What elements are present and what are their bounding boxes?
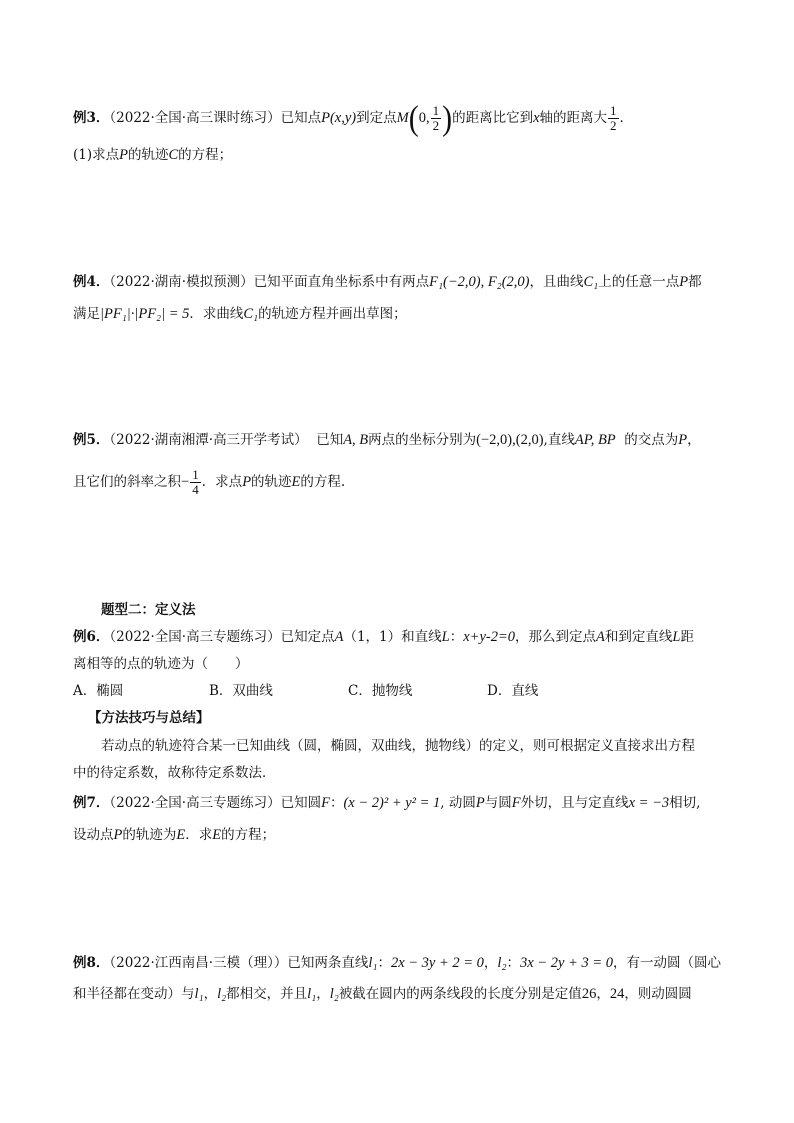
q-var: P: [119, 147, 128, 163]
ex7-var: P: [475, 795, 485, 811]
frac-den: 2: [432, 118, 440, 133]
ex3-point-p: P(x,y): [321, 110, 357, 126]
ex4-source: （2022·湖南·模拟预测）: [109, 274, 254, 290]
ex8-label: 例8．: [73, 955, 110, 971]
ex3-source: （2022·全国·高三课时练习）: [109, 110, 281, 126]
ex4-label: 例4．: [73, 274, 110, 290]
ex5-text: 且它们的斜率之积: [73, 474, 181, 490]
ex8-var: l₁: [194, 986, 204, 1002]
ex5-text: 的交点为: [624, 432, 679, 448]
section-title: 题型二：定义法: [101, 602, 196, 618]
ex5-label: 例5．: [73, 432, 110, 448]
ex5-lines: AP, BP: [574, 432, 616, 448]
ex6-equation: x+y-2=0: [463, 629, 516, 645]
ex5-var: P: [242, 474, 252, 490]
ex4-condition: |PF₁|·|PF₂| = 5: [100, 306, 190, 322]
ex7-text: 与圆: [484, 795, 512, 811]
ex5-points: A, B: [343, 432, 369, 448]
ex5-source: （2022·湖南湘潭·高三开学考试）: [109, 432, 308, 448]
ex6-source: （2022·全国·高三专题练习）: [109, 629, 281, 645]
method-text: 中的待定系数，故称待定系数法．: [73, 765, 276, 781]
method-heading: [88, 708, 210, 728]
ex4-line2: [73, 304, 407, 324]
ex8-line2: [73, 984, 692, 1004]
ex8-text: 和半径都在变动）与: [73, 986, 195, 1002]
ex8-text: ，: [596, 986, 610, 1002]
ex5-line2: [73, 468, 345, 497]
ex6-text: 距: [680, 629, 694, 645]
frac-den: 4: [192, 482, 199, 497]
paren-right: ): [442, 98, 453, 137]
ex8-equation: 2x − 3y + 2 = 0: [390, 955, 484, 971]
ex8-var: l₂: [217, 986, 227, 1002]
ex4-curve: C₁: [583, 274, 599, 290]
choice-d[interactable]: [487, 681, 538, 701]
ex6-var: L: [441, 629, 450, 645]
ex5-text: 的轨迹: [251, 474, 292, 490]
ex6-var: A: [596, 629, 605, 645]
ex6-text: 离相等的点的轨迹为（ ）: [73, 656, 249, 672]
frac-num: 1: [432, 103, 440, 118]
ex7-var: E: [176, 827, 186, 843]
ex3-fraction: [431, 104, 442, 133]
ex7-line1: [73, 793, 700, 813]
ex8-value: 24: [609, 986, 625, 1002]
ex8-text: ，则动圆圆: [624, 986, 692, 1002]
ex8-text: 被截在圆内的两条线段的长度分别是定值: [338, 986, 582, 1002]
ex3-question-1: [73, 145, 232, 165]
q-text: (1)求点: [73, 147, 120, 163]
ex5-text: ，: [687, 432, 701, 448]
section-heading: [101, 600, 196, 620]
ex7-var: F: [511, 795, 521, 811]
ex5-minus: −: [181, 474, 190, 490]
ex4-text: 上的任意一点: [598, 274, 680, 290]
ex7-var: E: [212, 827, 222, 843]
ex5-coords: (−2,0),(2,0): [476, 432, 544, 448]
q-text: 的方程；: [178, 147, 233, 163]
ex7-label: 例7．: [73, 795, 110, 811]
ex7-text: ：: [329, 795, 344, 811]
ex4-curve: C₁: [243, 306, 259, 322]
ex3-text: 的距离比它到: [452, 110, 534, 126]
ex5-var: P: [678, 432, 688, 448]
ex7-text: 的方程；: [221, 827, 276, 843]
ex4-text: ．求曲线: [189, 306, 244, 322]
ex3-line1: [73, 98, 634, 137]
ex6-text: ，那么到定点: [515, 629, 597, 645]
ex4-text: 的轨迹方程并画出草图；: [258, 306, 407, 322]
choice-label: C．抛物线: [348, 683, 413, 699]
ex6-var: A: [334, 629, 344, 645]
ex3-text: 到定点: [356, 110, 397, 126]
ex4-text: 已知平面直角坐标系中有两点: [253, 274, 430, 290]
ex6-line1: [73, 627, 694, 647]
frac-den: 2: [610, 118, 617, 133]
choice-c[interactable]: [348, 681, 412, 701]
ex8-text: ：: [377, 955, 391, 971]
ex5-var: E: [291, 474, 301, 490]
ex5-text: 的方程.: [300, 474, 346, 490]
choice-label: B．双曲线: [209, 683, 273, 699]
ex4-line1: [73, 272, 702, 292]
ex7-var: F: [321, 795, 330, 811]
choice-label: A．椭圆: [73, 683, 124, 699]
ex3-m-coord: 0,: [418, 110, 430, 126]
ex7-text: 相切,: [669, 795, 701, 811]
ex4-text: 都: [688, 274, 702, 290]
ex5-text: ．求点: [201, 474, 243, 490]
ex3-point-m: M: [396, 110, 409, 126]
ex3-label: 例3．: [73, 110, 110, 126]
ex7-text: 已知圆: [280, 795, 322, 811]
choice-b[interactable]: [209, 681, 273, 701]
ex8-text: ，有一动圆（圆心: [612, 955, 721, 971]
ex7-line-eq: x = −3: [628, 795, 670, 811]
method-text: 若动点的轨迹符合某一已知曲线（圆，椭圆，双曲线，抛物线）的定义，则可根据定义直接求出方程: [101, 738, 695, 754]
ex3-end: ．: [619, 110, 634, 126]
method-title: 【方法技巧与总结】: [88, 710, 210, 726]
q-var: C: [168, 147, 179, 163]
ex8-line1: [73, 953, 721, 973]
ex8-text: ：: [506, 955, 520, 971]
ex7-text: ．求: [185, 827, 213, 843]
ex6-text: （1，1）和直线: [343, 629, 442, 645]
ex8-source: （2022·江西南昌·三模（理））: [109, 955, 288, 971]
ex4-text: ，且曲线: [529, 274, 584, 290]
ex5-text: 两点的坐标分别为: [368, 432, 477, 448]
ex6-text: 和到定直线: [604, 629, 673, 645]
ex7-equation: (x − 2)² + y² = 1: [343, 795, 441, 811]
frac-num: 1: [610, 103, 617, 118]
method-line2: [73, 763, 276, 783]
ex7-var: P: [113, 827, 123, 843]
ex7-text: 设动点: [73, 827, 114, 843]
ex8-var: l₂: [497, 955, 507, 971]
ex6-line2: [73, 654, 249, 674]
ex4-var: P: [679, 274, 689, 290]
ex8-var: l₁: [307, 986, 317, 1002]
ex8-text: 已知两条直线: [287, 955, 369, 971]
ex5-fraction: [190, 468, 201, 497]
ex4-points: F₁(−2,0), F₂(2,0): [429, 274, 530, 290]
ex8-text: ，: [483, 955, 498, 971]
ex7-line2: [73, 825, 275, 845]
choice-label: D．直线: [487, 683, 539, 699]
choice-a[interactable]: [73, 681, 123, 701]
ex3-text: 轴的距离大: [539, 110, 608, 126]
ex8-text: 都相交，并且: [226, 986, 308, 1002]
q-text: 的轨迹: [127, 147, 169, 163]
ex6-text: ：: [449, 629, 464, 645]
ex3-fraction-2: [608, 104, 619, 133]
ex7-text: 的轨迹为: [122, 827, 177, 843]
paren-left: (: [408, 98, 419, 137]
ex6-text: 已知定点: [280, 629, 335, 645]
ex4-text: 满足: [73, 306, 100, 322]
ex7-source: （2022·全国·高三专题练习）: [109, 795, 281, 811]
ex8-value: 26: [581, 986, 597, 1002]
ex5-text: ,直线: [543, 432, 575, 448]
ex5-text: 已知: [316, 432, 344, 448]
ex3-var-x: x: [533, 110, 540, 126]
ex8-equation: 3x − 2y + 3 = 0: [520, 955, 613, 971]
ex5-line1: [73, 430, 701, 450]
ex6-var: L: [672, 629, 681, 645]
frac-num: 1: [192, 467, 199, 482]
ex8-var: l₁: [368, 955, 378, 971]
ex8-var: l₂: [329, 986, 339, 1002]
ex3-text: 已知点: [280, 110, 322, 126]
method-line1: [101, 736, 695, 756]
ex7-text: , 动圆: [440, 795, 476, 811]
ex8-text: ，: [203, 986, 218, 1002]
ex7-text: 外切，且与定直线: [520, 795, 629, 811]
ex8-text: ，: [316, 986, 330, 1002]
ex6-label: 例6．: [73, 629, 110, 645]
